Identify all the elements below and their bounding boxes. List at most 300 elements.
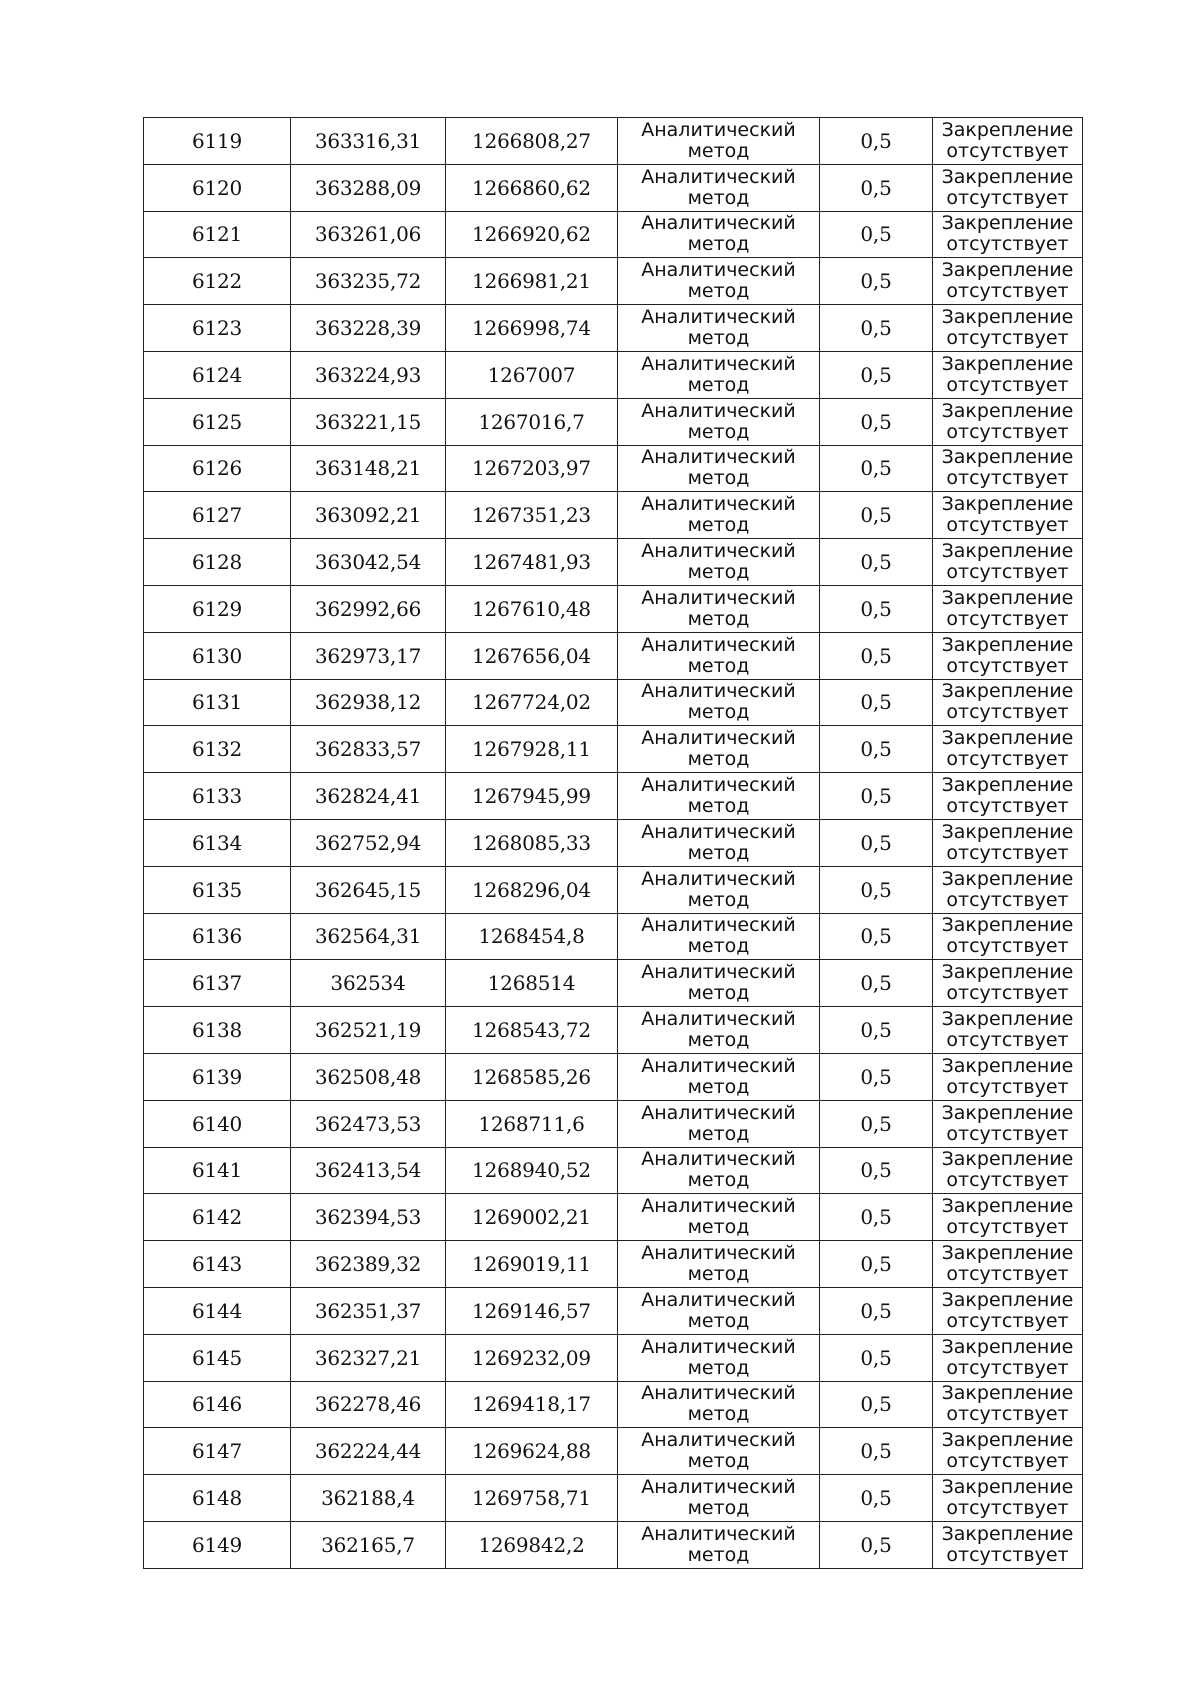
fixing-description-cell-line: отсутствует <box>946 841 1069 864</box>
method-cell-line: Аналитический <box>641 1335 796 1358</box>
y-coordinate-cell: 1268543,72 <box>446 1007 618 1054</box>
table-row <box>144 1194 1083 1241</box>
point-number-cell: 6139 <box>144 1053 291 1100</box>
method-cell-line: Аналитический <box>641 259 796 282</box>
point-number-cell: 6146 <box>144 1381 291 1428</box>
method-cell-line: метод <box>687 982 750 1005</box>
accuracy-cell: 0,5 <box>820 1334 933 1381</box>
x-coordinate-cell: 363224,93 <box>291 351 446 398</box>
fixing-description-cell <box>933 679 1083 726</box>
x-coordinate-cell: 362521,19 <box>291 1007 446 1054</box>
x-coordinate-cell: 363148,21 <box>291 445 446 492</box>
table-row <box>144 1007 1083 1054</box>
fixing-description-cell-line: Закрепление <box>941 1476 1074 1498</box>
fixing-description-cell-line: Закрепление <box>941 118 1074 141</box>
fixing-description-cell-line: Закрепление <box>941 1101 1074 1124</box>
fixing-description-cell-line: Закрепление <box>941 1054 1074 1077</box>
point-number-cell: 6124 <box>144 351 291 398</box>
fixing-description-cell <box>933 773 1083 820</box>
method-cell-line: метод <box>687 888 750 911</box>
method-cell <box>618 539 820 586</box>
fixing-description-cell <box>933 164 1083 211</box>
x-coordinate-cell: 362473,53 <box>291 1100 446 1147</box>
accuracy-cell: 0,5 <box>820 585 933 632</box>
method-cell-line: метод <box>687 1497 750 1519</box>
y-coordinate-cell: 1266808,27 <box>446 118 618 165</box>
x-coordinate-cell: 363221,15 <box>291 398 446 445</box>
point-number-cell: 6147 <box>144 1428 291 1475</box>
method-cell <box>618 1475 820 1522</box>
table-row <box>144 585 1083 632</box>
method-cell <box>618 1428 820 1475</box>
x-coordinate-cell: 362973,17 <box>291 632 446 679</box>
method-cell <box>618 351 820 398</box>
accuracy-cell: 0,5 <box>820 1147 933 1194</box>
method-cell-line: Аналитический <box>641 586 796 609</box>
y-coordinate-cell: 1269002,21 <box>446 1194 618 1241</box>
point-number-cell: 6134 <box>144 819 291 866</box>
table-row <box>144 1334 1083 1381</box>
y-coordinate-cell: 1269232,09 <box>446 1334 618 1381</box>
fixing-description-cell-line: отсутствует <box>946 1122 1069 1145</box>
table-row <box>144 445 1083 492</box>
table-row <box>144 351 1083 398</box>
method-cell-line: Аналитический <box>641 352 796 375</box>
fixing-description-cell <box>933 1241 1083 1288</box>
y-coordinate-cell: 1267656,04 <box>446 632 618 679</box>
table-row <box>144 679 1083 726</box>
method-cell-line: Аналитический <box>641 212 796 235</box>
fixing-description-cell-line: отсутствует <box>946 607 1069 630</box>
fixing-description-cell-line: Закрепление <box>941 212 1074 235</box>
accuracy-cell: 0,5 <box>820 118 933 165</box>
table-row <box>144 398 1083 445</box>
method-cell-line: метод <box>687 233 750 256</box>
x-coordinate-cell: 363092,21 <box>291 492 446 539</box>
point-number-cell: 6126 <box>144 445 291 492</box>
y-coordinate-cell: 1266981,21 <box>446 258 618 305</box>
y-coordinate-cell: 1266860,62 <box>446 164 618 211</box>
accuracy-cell: 0,5 <box>820 632 933 679</box>
y-coordinate-cell: 1269842,2 <box>446 1521 618 1568</box>
fixing-description-cell <box>933 585 1083 632</box>
fixing-description-cell <box>933 1381 1083 1428</box>
fixing-description-cell-line: Закрепление <box>941 540 1074 563</box>
point-number-cell: 6140 <box>144 1100 291 1147</box>
x-coordinate-cell: 363288,09 <box>291 164 446 211</box>
fixing-description-cell <box>933 632 1083 679</box>
method-cell-line: Аналитический <box>641 1242 796 1265</box>
point-number-cell: 6131 <box>144 679 291 726</box>
point-number-cell: 6120 <box>144 164 291 211</box>
fixing-description-cell-line: Закрепление <box>941 352 1074 375</box>
fixing-description-cell-line: отсутствует <box>946 467 1069 490</box>
method-cell-line: Аналитический <box>641 1429 796 1452</box>
table-row <box>144 1053 1083 1100</box>
method-cell-line: метод <box>687 795 750 818</box>
method-cell-line: Аналитический <box>641 680 796 703</box>
point-number-cell: 6145 <box>144 1334 291 1381</box>
accuracy-cell: 0,5 <box>820 1194 933 1241</box>
method-cell <box>618 1194 820 1241</box>
method-cell-line: Аналитический <box>641 1195 796 1218</box>
method-cell-line: Аналитический <box>641 1101 796 1124</box>
method-cell-line: метод <box>687 935 750 958</box>
point-number-cell: 6130 <box>144 632 291 679</box>
method-cell-line: Аналитический <box>641 867 796 890</box>
method-cell-line: Аналитический <box>641 1288 796 1311</box>
fixing-description-cell <box>933 1521 1083 1568</box>
point-number-cell: 6144 <box>144 1287 291 1334</box>
method-cell-line: метод <box>687 1029 750 1052</box>
method-cell-line: метод <box>687 1450 750 1473</box>
fixing-description-cell-line: отсутствует <box>946 795 1069 818</box>
fixing-description-cell-line: отсутствует <box>946 1169 1069 1192</box>
table-row <box>144 913 1083 960</box>
y-coordinate-cell: 1267928,11 <box>446 726 618 773</box>
x-coordinate-cell: 362327,21 <box>291 1334 446 1381</box>
method-cell <box>618 211 820 258</box>
x-coordinate-cell: 362833,57 <box>291 726 446 773</box>
x-coordinate-cell: 362508,48 <box>291 1053 446 1100</box>
fixing-description-cell-line: Закрепление <box>941 1522 1074 1545</box>
x-coordinate-cell: 362351,37 <box>291 1287 446 1334</box>
y-coordinate-cell: 1269019,11 <box>446 1241 618 1288</box>
x-coordinate-cell: 362564,31 <box>291 913 446 960</box>
y-coordinate-cell: 1268085,33 <box>446 819 618 866</box>
x-coordinate-cell: 362278,46 <box>291 1381 446 1428</box>
point-number-cell: 6128 <box>144 539 291 586</box>
method-cell-line: метод <box>687 514 750 537</box>
fixing-description-cell-line: отсутствует <box>946 654 1069 677</box>
fixing-description-cell-line: Закрепление <box>941 867 1074 890</box>
fixing-description-cell-line: отсутствует <box>946 1356 1069 1379</box>
fixing-description-cell <box>933 539 1083 586</box>
fixing-description-cell-line: Закрепление <box>941 493 1074 516</box>
fixing-description-cell-line: Закрепление <box>941 1242 1074 1265</box>
table-row <box>144 305 1083 352</box>
method-cell <box>618 1053 820 1100</box>
x-coordinate-cell: 362752,94 <box>291 819 446 866</box>
point-number-cell: 6122 <box>144 258 291 305</box>
accuracy-cell: 0,5 <box>820 1241 933 1288</box>
method-cell-line: Аналитический <box>641 820 796 843</box>
y-coordinate-cell: 1269624,88 <box>446 1428 618 1475</box>
coordinates-table-body <box>144 118 1083 1569</box>
point-number-cell: 6143 <box>144 1241 291 1288</box>
x-coordinate-cell: 363261,06 <box>291 211 446 258</box>
fixing-description-cell-line: отсутствует <box>946 561 1069 584</box>
x-coordinate-cell: 362188,4 <box>291 1475 446 1522</box>
y-coordinate-cell: 1268940,52 <box>446 1147 618 1194</box>
method-cell-line: Аналитический <box>641 399 796 422</box>
point-number-cell: 6121 <box>144 211 291 258</box>
y-coordinate-cell: 1268585,26 <box>446 1053 618 1100</box>
x-coordinate-cell: 363316,31 <box>291 118 446 165</box>
method-cell <box>618 1147 820 1194</box>
y-coordinate-cell: 1268296,04 <box>446 866 618 913</box>
method-cell-line: метод <box>687 1169 750 1192</box>
fixing-description-cell-line: отсутствует <box>946 1309 1069 1332</box>
fixing-description-cell-line: отсутствует <box>946 1543 1069 1566</box>
method-cell-line: метод <box>687 467 750 490</box>
fixing-description-cell <box>933 1194 1083 1241</box>
fixing-description-cell-line: отсутствует <box>946 935 1069 958</box>
fixing-description-cell-line: отсутствует <box>946 1497 1069 1519</box>
method-cell <box>618 726 820 773</box>
accuracy-cell: 0,5 <box>820 164 933 211</box>
fixing-description-cell-line: отсутствует <box>946 1216 1069 1239</box>
method-cell-line: метод <box>687 701 750 724</box>
method-cell <box>618 1287 820 1334</box>
method-cell-line: метод <box>687 1356 750 1379</box>
fixing-description-cell-line: Закрепление <box>941 680 1074 703</box>
fixing-description-cell-line: Закрепление <box>941 165 1074 188</box>
method-cell-line: метод <box>687 420 750 443</box>
fixing-description-cell-line: Закрепление <box>941 1288 1074 1311</box>
table-row <box>144 1287 1083 1334</box>
fixing-description-cell <box>933 1053 1083 1100</box>
accuracy-cell: 0,5 <box>820 1053 933 1100</box>
table-row <box>144 866 1083 913</box>
x-coordinate-cell: 362389,32 <box>291 1241 446 1288</box>
fixing-description-cell-line: отсутствует <box>946 1450 1069 1473</box>
method-cell <box>618 913 820 960</box>
fixing-description-cell-line: Закрепление <box>941 1382 1074 1405</box>
fixing-description-cell-line: Закрепление <box>941 306 1074 329</box>
fixing-description-cell-line: отсутствует <box>946 701 1069 724</box>
fixing-description-cell-line: отсутствует <box>946 1263 1069 1286</box>
point-number-cell: 6125 <box>144 398 291 445</box>
method-cell-line: метод <box>687 327 750 350</box>
fixing-description-cell-line: Закрепление <box>941 961 1074 984</box>
method-cell-line: метод <box>687 186 750 209</box>
method-cell <box>618 773 820 820</box>
fixing-description-cell-line: Закрепление <box>941 1195 1074 1218</box>
method-cell-line: метод <box>687 607 750 630</box>
x-coordinate-cell: 363235,72 <box>291 258 446 305</box>
fixing-description-cell-line: Закрепление <box>941 1148 1074 1171</box>
fixing-description-cell-line: отсутствует <box>946 186 1069 209</box>
fixing-description-cell-line: отсутствует <box>946 327 1069 350</box>
point-number-cell: 6135 <box>144 866 291 913</box>
fixing-description-cell-line: Закрепление <box>941 399 1074 422</box>
fixing-description-cell-line: отсутствует <box>946 982 1069 1005</box>
fixing-description-cell-line: Закрепление <box>941 914 1074 937</box>
table-row <box>144 960 1083 1007</box>
method-cell-line: Аналитический <box>641 1382 796 1405</box>
fixing-description-cell <box>933 1287 1083 1334</box>
point-number-cell: 6133 <box>144 773 291 820</box>
x-coordinate-cell: 362824,41 <box>291 773 446 820</box>
fixing-description-cell <box>933 913 1083 960</box>
accuracy-cell: 0,5 <box>820 211 933 258</box>
table-row <box>144 726 1083 773</box>
x-coordinate-cell: 363228,39 <box>291 305 446 352</box>
fixing-description-cell <box>933 1147 1083 1194</box>
table-row <box>144 1428 1083 1475</box>
x-coordinate-cell: 363042,54 <box>291 539 446 586</box>
fixing-description-cell-line: Закрепление <box>941 446 1074 469</box>
coordinates-table <box>143 117 1083 1569</box>
fixing-description-cell-line: Закрепление <box>941 1335 1074 1358</box>
fixing-description-cell <box>933 258 1083 305</box>
method-cell <box>618 1241 820 1288</box>
fixing-description-cell-line: Закрепление <box>941 1429 1074 1452</box>
method-cell <box>618 445 820 492</box>
y-coordinate-cell: 1267724,02 <box>446 679 618 726</box>
fixing-description-cell-line: отсутствует <box>946 373 1069 396</box>
fixing-description-cell-line: отсутствует <box>946 1403 1069 1426</box>
accuracy-cell: 0,5 <box>820 351 933 398</box>
point-number-cell: 6142 <box>144 1194 291 1241</box>
y-coordinate-cell: 1267610,48 <box>446 585 618 632</box>
method-cell-line: Аналитический <box>641 1476 796 1498</box>
method-cell-line: Аналитический <box>641 914 796 937</box>
fixing-description-cell <box>933 866 1083 913</box>
table-row <box>144 632 1083 679</box>
table-row <box>144 211 1083 258</box>
method-cell <box>618 164 820 211</box>
method-cell <box>618 398 820 445</box>
method-cell-line: метод <box>687 748 750 771</box>
method-cell-line: метод <box>687 1543 750 1566</box>
fixing-description-cell <box>933 726 1083 773</box>
method-cell-line: метод <box>687 139 750 162</box>
x-coordinate-cell: 362165,7 <box>291 1521 446 1568</box>
method-cell <box>618 1334 820 1381</box>
method-cell-line: Аналитический <box>641 540 796 563</box>
x-coordinate-cell: 362394,53 <box>291 1194 446 1241</box>
method-cell-line: Аналитический <box>641 633 796 656</box>
accuracy-cell: 0,5 <box>820 1521 933 1568</box>
y-coordinate-cell: 1267481,93 <box>446 539 618 586</box>
method-cell <box>618 1007 820 1054</box>
method-cell-line: метод <box>687 561 750 584</box>
fixing-description-cell-line: отсутствует <box>946 514 1069 537</box>
method-cell-line: Аналитический <box>641 306 796 329</box>
accuracy-cell: 0,5 <box>820 913 933 960</box>
accuracy-cell: 0,5 <box>820 1287 933 1334</box>
method-cell <box>618 258 820 305</box>
method-cell <box>618 1521 820 1568</box>
table-row <box>144 1475 1083 1522</box>
method-cell <box>618 1100 820 1147</box>
fixing-description-cell <box>933 398 1083 445</box>
point-number-cell: 6129 <box>144 585 291 632</box>
fixing-description-cell-line: отсутствует <box>946 280 1069 303</box>
method-cell-line: Аналитический <box>641 774 796 797</box>
method-cell-line: Аналитический <box>641 1522 796 1545</box>
table-row <box>144 539 1083 586</box>
method-cell-line: метод <box>687 841 750 864</box>
y-coordinate-cell: 1268514 <box>446 960 618 1007</box>
method-cell-line: метод <box>687 1075 750 1098</box>
fixing-description-cell <box>933 1475 1083 1522</box>
method-cell-line: метод <box>687 373 750 396</box>
method-cell-line: метод <box>687 1122 750 1145</box>
table-row <box>144 258 1083 305</box>
accuracy-cell: 0,5 <box>820 960 933 1007</box>
fixing-description-cell <box>933 445 1083 492</box>
accuracy-cell: 0,5 <box>820 819 933 866</box>
accuracy-cell: 0,5 <box>820 1381 933 1428</box>
fixing-description-cell-line: отсутствует <box>946 139 1069 162</box>
y-coordinate-cell: 1269418,17 <box>446 1381 618 1428</box>
method-cell-line: Аналитический <box>641 1148 796 1171</box>
point-number-cell: 6141 <box>144 1147 291 1194</box>
fixing-description-cell-line: Закрепление <box>941 633 1074 656</box>
method-cell-line: Аналитический <box>641 961 796 984</box>
point-number-cell: 6132 <box>144 726 291 773</box>
method-cell-line: метод <box>687 1263 750 1286</box>
method-cell <box>618 1381 820 1428</box>
fixing-description-cell-line: Закрепление <box>941 1008 1074 1031</box>
fixing-description-cell <box>933 1334 1083 1381</box>
method-cell <box>618 960 820 1007</box>
y-coordinate-cell: 1267945,99 <box>446 773 618 820</box>
x-coordinate-cell: 362413,54 <box>291 1147 446 1194</box>
method-cell-line: метод <box>687 280 750 303</box>
x-coordinate-cell: 362534 <box>291 960 446 1007</box>
fixing-description-cell-line: отсутствует <box>946 748 1069 771</box>
fixing-description-cell <box>933 305 1083 352</box>
method-cell-line: Аналитический <box>641 165 796 188</box>
point-number-cell: 6119 <box>144 118 291 165</box>
table-row <box>144 1381 1083 1428</box>
method-cell <box>618 819 820 866</box>
fixing-description-cell-line: отсутствует <box>946 888 1069 911</box>
y-coordinate-cell: 1268454,8 <box>446 913 618 960</box>
point-number-cell: 6127 <box>144 492 291 539</box>
method-cell-line: метод <box>687 1309 750 1332</box>
method-cell-line: Аналитический <box>641 118 796 141</box>
fixing-description-cell-line: Закрепление <box>941 727 1074 750</box>
fixing-description-cell <box>933 1007 1083 1054</box>
table-row <box>144 164 1083 211</box>
x-coordinate-cell: 362645,15 <box>291 866 446 913</box>
point-number-cell: 6149 <box>144 1521 291 1568</box>
fixing-description-cell-line: отсутствует <box>946 420 1069 443</box>
accuracy-cell: 0,5 <box>820 1475 933 1522</box>
fixing-description-cell-line: Закрепление <box>941 586 1074 609</box>
x-coordinate-cell: 362992,66 <box>291 585 446 632</box>
point-number-cell: 6123 <box>144 305 291 352</box>
method-cell <box>618 492 820 539</box>
method-cell-line: Аналитический <box>641 493 796 516</box>
table-row <box>144 1241 1083 1288</box>
accuracy-cell: 0,5 <box>820 726 933 773</box>
fixing-description-cell-line: Закрепление <box>941 820 1074 843</box>
fixing-description-cell <box>933 1428 1083 1475</box>
y-coordinate-cell: 1266998,74 <box>446 305 618 352</box>
table-row <box>144 1147 1083 1194</box>
table-row <box>144 492 1083 539</box>
method-cell <box>618 305 820 352</box>
accuracy-cell: 0,5 <box>820 679 933 726</box>
fixing-description-cell-line: Закрепление <box>941 259 1074 282</box>
fixing-description-cell <box>933 1100 1083 1147</box>
fixing-description-cell-line: Закрепление <box>941 774 1074 797</box>
y-coordinate-cell: 1267351,23 <box>446 492 618 539</box>
y-coordinate-cell: 1267007 <box>446 351 618 398</box>
y-coordinate-cell: 1268711,6 <box>446 1100 618 1147</box>
method-cell <box>618 866 820 913</box>
method-cell-line: Аналитический <box>641 446 796 469</box>
table-row <box>144 1521 1083 1568</box>
accuracy-cell: 0,5 <box>820 539 933 586</box>
method-cell <box>618 632 820 679</box>
